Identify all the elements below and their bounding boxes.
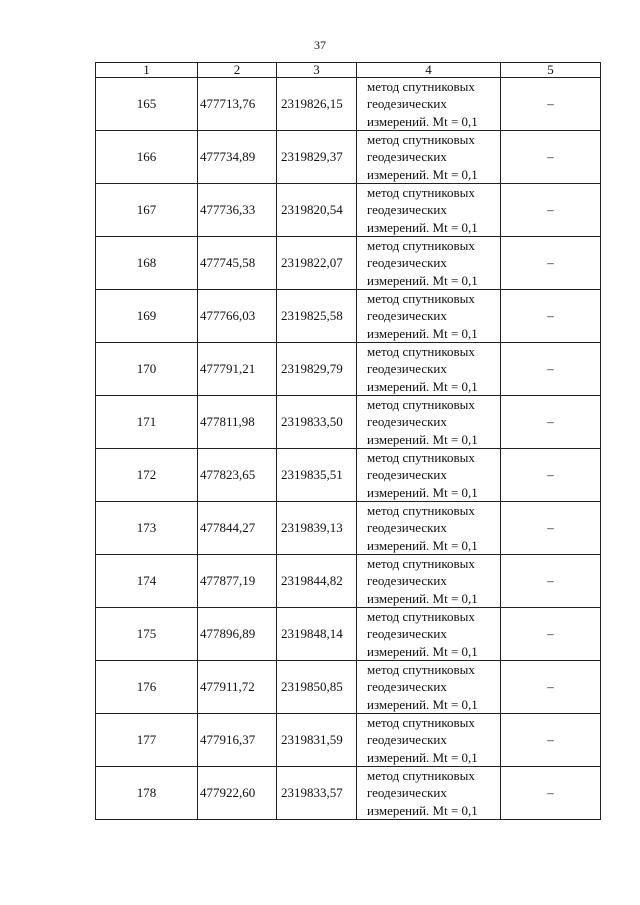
table-row: [96, 290, 601, 343]
y-coordinate-cell: 2319826,15: [277, 78, 357, 131]
x-coordinate-cell: 477791,21: [198, 343, 277, 396]
header-row: [96, 63, 601, 78]
method-line-2: геодезических: [367, 785, 447, 801]
table-row: [96, 184, 601, 237]
note-cell: –: [501, 661, 601, 714]
x-coordinate-cell: 477734,89: [198, 131, 277, 184]
note-cell: –: [501, 343, 601, 396]
y-coordinate-cell: 2319833,50: [277, 396, 357, 449]
point-number-cell: 168: [96, 237, 198, 290]
method-line-3: измерений. Mt = 0,1: [367, 431, 478, 447]
table-row: [96, 237, 601, 290]
method-line-2: геодезических: [367, 467, 447, 483]
method-line-1: метод спутниковых: [367, 79, 475, 95]
x-coordinate-cell: 477844,27: [198, 502, 277, 555]
method-line-2: геодезических: [367, 520, 447, 536]
method-line-1: метод спутниковых: [367, 450, 475, 466]
method-line-2: геодезических: [367, 414, 447, 430]
method-line-3: измерений. Mt = 0,1: [367, 325, 478, 341]
point-number-cell: 174: [96, 555, 198, 608]
x-coordinate-cell: 477811,98: [198, 396, 277, 449]
table-header: [96, 63, 601, 78]
method-line-1: метод спутниковых: [367, 291, 475, 307]
y-coordinate-cell: 2319829,79: [277, 343, 357, 396]
method-line-3: измерений. Mt = 0,1: [367, 802, 478, 818]
note-cell: –: [501, 78, 601, 131]
note-cell: –: [501, 555, 601, 608]
method-line-2: геодезических: [367, 255, 447, 271]
method-line-2: геодезических: [367, 96, 447, 112]
point-number-cell: 167: [96, 184, 198, 237]
header-col-2: 2: [198, 63, 277, 78]
y-coordinate-cell: 2319820,54: [277, 184, 357, 237]
coordinates-table: [95, 62, 601, 820]
point-number-cell: 176: [96, 661, 198, 714]
method-line-1: метод спутниковых: [367, 185, 475, 201]
method-line-1: метод спутниковых: [367, 397, 475, 413]
header-col-5: 5: [501, 63, 601, 78]
method-cell: [357, 555, 501, 608]
method-line-3: измерений. Mt = 0,1: [367, 272, 478, 288]
table-row: [96, 555, 601, 608]
method-cell: [357, 343, 501, 396]
method-line-1: метод спутниковых: [367, 715, 475, 731]
method-line-3: измерений. Mt = 0,1: [367, 643, 478, 659]
x-coordinate-cell: 477823,65: [198, 449, 277, 502]
x-coordinate-cell: 477766,03: [198, 290, 277, 343]
x-coordinate-cell: 477713,76: [198, 78, 277, 131]
method-cell: [357, 661, 501, 714]
method-line-1: метод спутниковых: [367, 662, 475, 678]
table-row: [96, 661, 601, 714]
table-row: [96, 78, 601, 131]
table-row: [96, 608, 601, 661]
table-row: [96, 714, 601, 767]
note-cell: –: [501, 714, 601, 767]
method-line-1: метод спутниковых: [367, 609, 475, 625]
method-cell: [357, 290, 501, 343]
table-body: [96, 78, 601, 820]
x-coordinate-cell: 477736,33: [198, 184, 277, 237]
note-cell: –: [501, 184, 601, 237]
x-coordinate-cell: 477916,37: [198, 714, 277, 767]
y-coordinate-cell: 2319848,14: [277, 608, 357, 661]
y-coordinate-cell: 2319839,13: [277, 502, 357, 555]
method-line-1: метод спутниковых: [367, 344, 475, 360]
method-line-3: измерений. Mt = 0,1: [367, 749, 478, 765]
x-coordinate-cell: 477911,72: [198, 661, 277, 714]
method-cell: [357, 131, 501, 184]
y-coordinate-cell: 2319833,57: [277, 767, 357, 820]
method-line-2: геодезических: [367, 732, 447, 748]
note-cell: –: [501, 449, 601, 502]
method-line-3: измерений. Mt = 0,1: [367, 113, 478, 129]
method-line-2: геодезических: [367, 679, 447, 695]
header-col-3: 3: [277, 63, 357, 78]
table-row: [96, 396, 601, 449]
y-coordinate-cell: 2319850,85: [277, 661, 357, 714]
method-line-2: геодезических: [367, 308, 447, 324]
point-number-cell: 170: [96, 343, 198, 396]
x-coordinate-cell: 477896,89: [198, 608, 277, 661]
method-line-3: измерений. Mt = 0,1: [367, 378, 478, 394]
note-cell: –: [501, 237, 601, 290]
y-coordinate-cell: 2319831,59: [277, 714, 357, 767]
header-col-1: 1: [96, 63, 198, 78]
y-coordinate-cell: 2319829,37: [277, 131, 357, 184]
method-line-2: геодезических: [367, 202, 447, 218]
method-line-3: измерений. Mt = 0,1: [367, 219, 478, 235]
point-number-cell: 169: [96, 290, 198, 343]
point-number-cell: 166: [96, 131, 198, 184]
method-line-3: измерений. Mt = 0,1: [367, 537, 478, 553]
method-line-2: геодезических: [367, 626, 447, 642]
table-row: [96, 131, 601, 184]
table-row: [96, 343, 601, 396]
header-col-4: 4: [357, 63, 501, 78]
method-cell: [357, 184, 501, 237]
note-cell: –: [501, 290, 601, 343]
method-line-1: метод спутниковых: [367, 132, 475, 148]
table-row: [96, 767, 601, 820]
x-coordinate-cell: 477877,19: [198, 555, 277, 608]
method-cell: [357, 237, 501, 290]
method-line-3: измерений. Mt = 0,1: [367, 166, 478, 182]
method-line-2: геодезических: [367, 149, 447, 165]
note-cell: –: [501, 608, 601, 661]
note-cell: –: [501, 131, 601, 184]
note-cell: –: [501, 396, 601, 449]
table-row: [96, 449, 601, 502]
method-line-1: метод спутниковых: [367, 238, 475, 254]
method-line-3: измерений. Mt = 0,1: [367, 484, 478, 500]
method-line-2: геодезических: [367, 361, 447, 377]
y-coordinate-cell: 2319844,82: [277, 555, 357, 608]
note-cell: –: [501, 767, 601, 820]
x-coordinate-cell: 477922,60: [198, 767, 277, 820]
method-cell: [357, 767, 501, 820]
method-cell: [357, 78, 501, 131]
method-line-1: метод спутниковых: [367, 768, 475, 784]
point-number-cell: 173: [96, 502, 198, 555]
point-number-cell: 172: [96, 449, 198, 502]
point-number-cell: 177: [96, 714, 198, 767]
method-cell: [357, 396, 501, 449]
method-line-3: измерений. Mt = 0,1: [367, 696, 478, 712]
point-number-cell: 165: [96, 78, 198, 131]
note-cell: –: [501, 502, 601, 555]
method-cell: [357, 608, 501, 661]
method-cell: [357, 714, 501, 767]
method-cell: [357, 502, 501, 555]
page-number: 37: [314, 38, 326, 52]
table-row: [96, 502, 601, 555]
x-coordinate-cell: 477745,58: [198, 237, 277, 290]
method-cell: [357, 449, 501, 502]
point-number-cell: 175: [96, 608, 198, 661]
method-line-2: геодезических: [367, 573, 447, 589]
point-number-cell: 178: [96, 767, 198, 820]
y-coordinate-cell: 2319825,58: [277, 290, 357, 343]
method-line-1: метод спутниковых: [367, 556, 475, 572]
y-coordinate-cell: 2319835,51: [277, 449, 357, 502]
method-line-3: измерений. Mt = 0,1: [367, 590, 478, 606]
y-coordinate-cell: 2319822,07: [277, 237, 357, 290]
point-number-cell: 171: [96, 396, 198, 449]
method-line-1: метод спутниковых: [367, 503, 475, 519]
